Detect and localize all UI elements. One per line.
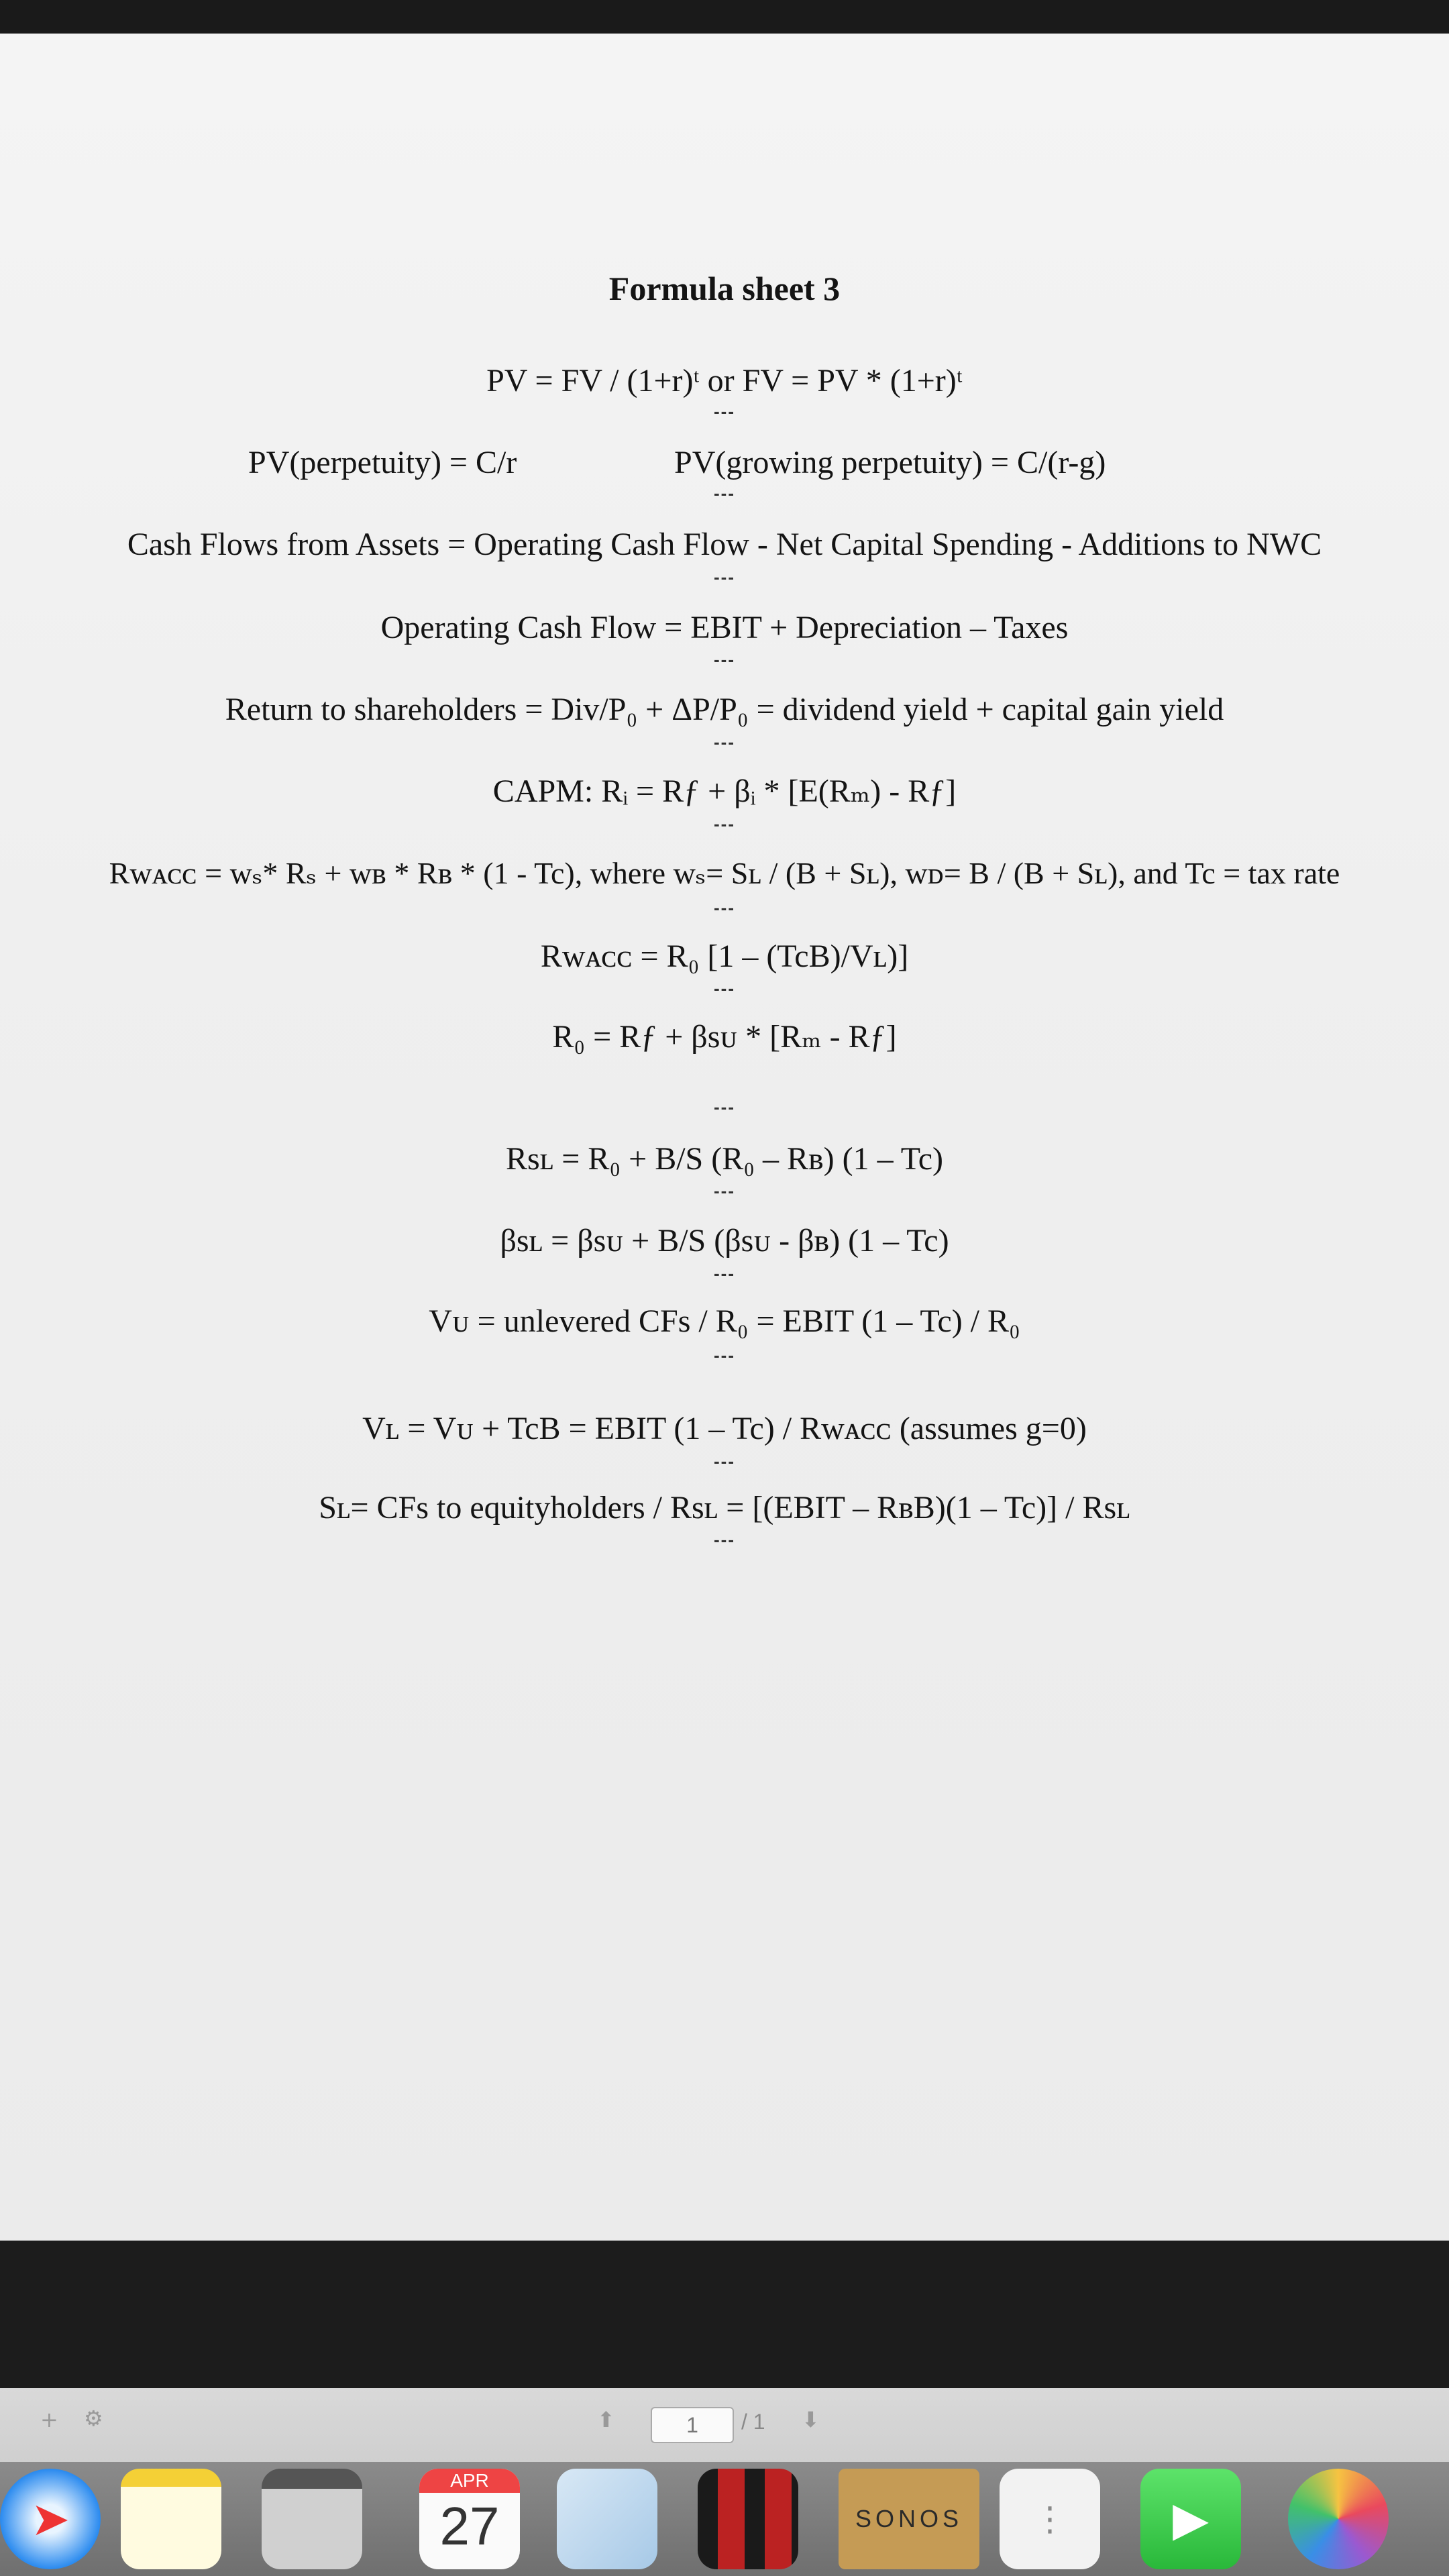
separator: --- bbox=[714, 483, 735, 503]
photo-booth-icon[interactable] bbox=[698, 2469, 798, 2569]
separator: --- bbox=[714, 1263, 735, 1283]
formula-pv-growing-perpetuity: PV(growing perpetuity) = C/(r-g) bbox=[674, 445, 1106, 480]
reminders-icon[interactable]: ⋮ bbox=[1000, 2469, 1100, 2569]
formula-return-to-shareholders: Return to shareholders = Div/P₀ + ΔP/P₀ = dividend yield + capital gain yield bbox=[225, 692, 1224, 727]
formula-capm: CAPM: Rᵢ = Rƒ + βᵢ * [E(Rₘ) - Rƒ] bbox=[492, 773, 957, 809]
formula-beta-sl: βsʟ = βsᴜ + B/S (βsᴜ - βʙ) (1 – Tc) bbox=[500, 1223, 949, 1258]
photos-icon[interactable] bbox=[1288, 2469, 1389, 2569]
separator: --- bbox=[714, 1451, 735, 1471]
formula-rwacc-r0: Rᴡᴀᴄᴄ = R₀ [1 – (TcB)/Vʟ)] bbox=[540, 938, 909, 974]
settings-icon[interactable]: ⚙ bbox=[84, 2406, 103, 2431]
page-title: Formula sheet 3 bbox=[608, 270, 841, 307]
calendar-icon[interactable] bbox=[419, 2469, 520, 2569]
notes-icon[interactable] bbox=[121, 2469, 221, 2569]
separator: --- bbox=[714, 814, 735, 834]
formula-cash-flows-from-assets: Cash Flows from Assets = Operating Cash Flow - Net Capital Spending - Additions to NWC bbox=[127, 527, 1322, 562]
page-number-input[interactable]: 1 bbox=[651, 2407, 734, 2443]
pdf-page bbox=[0, 34, 1449, 2241]
separator: --- bbox=[714, 649, 735, 669]
sonos-icon[interactable]: SONOS bbox=[839, 2469, 979, 2569]
previous-page-icon[interactable]: ⬆ bbox=[597, 2407, 615, 2432]
viewer-background bbox=[0, 2241, 1449, 2388]
formula-pv-perpetuity: PV(perpetuity) = C/r bbox=[248, 445, 517, 480]
preview-icon[interactable] bbox=[557, 2469, 657, 2569]
formula-pv-fv: PV = FV / (1+r)ᵗ or FV = PV * (1+r)ᵗ bbox=[486, 363, 963, 398]
separator: --- bbox=[714, 1345, 735, 1365]
separator: --- bbox=[714, 401, 735, 421]
page-total: / 1 bbox=[741, 2410, 765, 2434]
separator: --- bbox=[714, 1529, 735, 1550]
formula-operating-cash-flow: Operating Cash Flow = EBIT + Depreciation – Taxes bbox=[380, 610, 1069, 645]
separator: --- bbox=[714, 1097, 735, 1117]
calendar-day: 27 bbox=[439, 2496, 500, 2556]
numbers-icon[interactable] bbox=[262, 2469, 362, 2569]
next-page-icon[interactable]: ⬇ bbox=[802, 2407, 820, 2432]
formula-rwacc: Rᴡᴀᴄᴄ = wₛ* Rₛ + wʙ * Rʙ * (1 - Tc), where wₛ= Sʟ / (B + Sʟ), wᴅ= B / (B + Sʟ), and Tc = tax rate bbox=[109, 856, 1340, 890]
formula-vl: Vʟ = Vᴜ + TcB = EBIT (1 – Tc) / Rᴡᴀᴄᴄ (assumes g=0) bbox=[362, 1411, 1087, 1446]
formula-sl: Sʟ= CFs to equityholders / Rsʟ = [(EBIT – RʙB)(1 – Tc)] / Rsʟ bbox=[319, 1490, 1130, 1525]
zoom-in-icon[interactable]: + bbox=[40, 2407, 58, 2432]
separator: --- bbox=[714, 567, 735, 587]
formula-rsl: Rsʟ = R₀ + B/S (R₀ – Rʙ) (1 – Tc) bbox=[505, 1141, 944, 1177]
formula-r0: R₀ = Rƒ + βsᴜ * [Rₘ - Rƒ] bbox=[552, 1019, 897, 1055]
separator: --- bbox=[714, 732, 735, 752]
window-top-bar bbox=[0, 0, 1449, 34]
safari-icon[interactable]: ➤ bbox=[0, 2469, 101, 2569]
separator: --- bbox=[714, 1181, 735, 1201]
formula-vu: Vᴜ = unlevered CFs / R₀ = EBIT (1 – Tc) / R₀ bbox=[429, 1303, 1020, 1339]
separator: --- bbox=[714, 978, 735, 998]
facetime-icon[interactable]: ▶ bbox=[1140, 2469, 1241, 2569]
separator: --- bbox=[714, 898, 735, 918]
calendar-month: APR bbox=[419, 2469, 520, 2493]
